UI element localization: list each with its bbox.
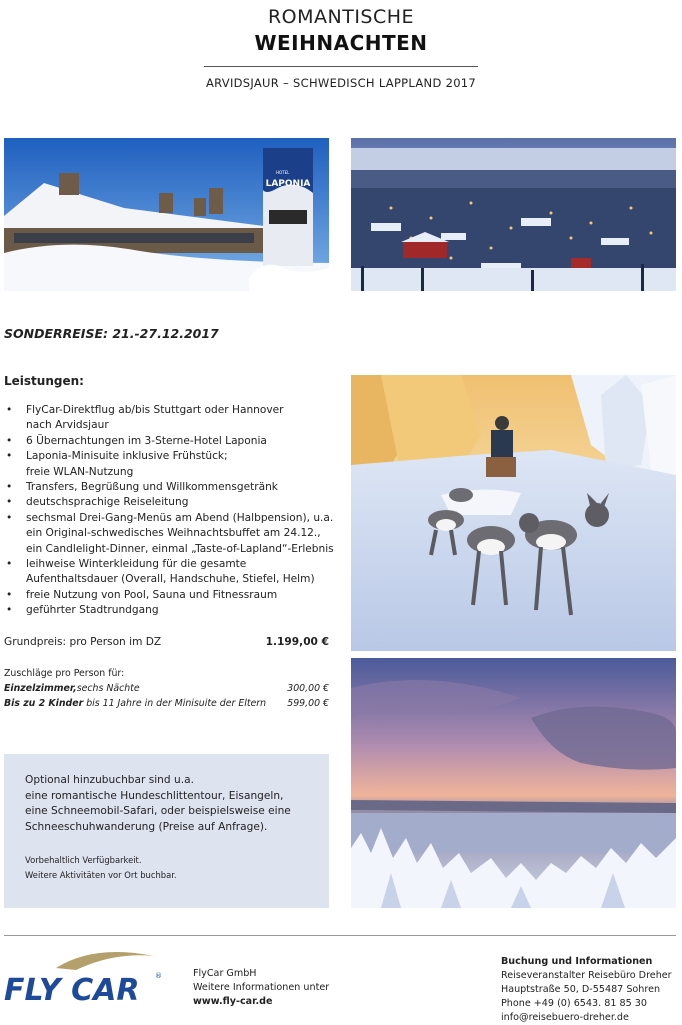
subtitle: ARVIDSJAUR – SCHWEDISCH LAPPLAND 2017 (205, 76, 477, 90)
contact-phone: Phone +49 (0) 6543. 81 85 30 (501, 998, 647, 1009)
service-item-text: freie WLAN-Nutzung (26, 465, 134, 478)
surcharge-label: Bis zu 2 Kinder (4, 698, 84, 709)
optional-note: Vorbehaltlich Verfügbarkeit. (25, 855, 142, 865)
service-item (4, 403, 339, 434)
service-item-text: sechsmal Drei-Gang-Menüs am Abend (Halbpension), u.a. (26, 511, 334, 524)
optional-line: eine Schneemobil-Safari, oder beispielsweise eine (25, 805, 291, 817)
website-link[interactable]: www.fly-car.de (193, 996, 273, 1007)
company-info (193, 967, 329, 1009)
contact-block (501, 955, 672, 1025)
optional-line: Optional hinzubuchbar sind u.a. (25, 774, 194, 786)
optional-text (25, 773, 315, 835)
bullet-icon: • (6, 511, 13, 524)
service-item-text: Transfers, Begrüßung und Willkommensgetränk (26, 481, 278, 494)
special-trip-date: SONDERREISE: 21.-27.12.2017 (4, 326, 219, 341)
surcharge-detail: sechs Nächte (76, 683, 140, 694)
service-item (4, 449, 339, 480)
service-item-text: ein Original-schwedisches Weihnachtsbuffet am 24.12., (26, 527, 321, 540)
services-list (4, 403, 339, 619)
service-item-text: nach Arvidsjaur (26, 419, 109, 432)
flycar-logo (4, 948, 166, 1006)
title-line-2: WEIHNACHTEN (254, 31, 428, 55)
logo-swoosh-icon (56, 952, 154, 970)
bullet-icon: • (6, 496, 13, 509)
bullet-icon: • (6, 404, 13, 416)
base-price: 1.199,00 € (265, 636, 329, 648)
surcharge-price: 300,00 € (287, 683, 329, 694)
hotel-sign-small-text: HOTEL (276, 170, 290, 175)
optional-notes (25, 853, 315, 883)
service-item-text: FlyCar-Direktflug ab/bis Stuttgart oder Hannover (26, 404, 284, 416)
bullet-icon: • (6, 434, 13, 447)
optional-note: Weitere Aktivitäten vor Ort buchbar. (25, 870, 177, 880)
service-item (4, 480, 339, 495)
surcharge-price: 599,00 € (287, 698, 329, 709)
service-item-text: freie Nutzung von Pool, Sauna und Fitnessraum (26, 588, 278, 601)
husky-sled-photo (351, 375, 676, 651)
bullet-icon: • (6, 588, 13, 601)
contact-heading: Buchung und Informationen (501, 956, 653, 967)
logo-registered-mark: ® (155, 972, 162, 980)
bullet-icon: • (6, 450, 13, 463)
hotel-photo (4, 138, 329, 291)
optional-line: eine romantische Hundeschlittentour, Eisangeln, (25, 789, 284, 802)
service-item-text: Laponia-Minisuite inklusive Frühstück; (26, 450, 228, 463)
service-item-text: 6 Übernachtungen im 3-Sterne-Hotel Laponia (26, 434, 267, 447)
bullet-icon: • (6, 604, 13, 617)
base-price-label: Grundpreis: pro Person im DZ (4, 636, 162, 648)
footer-divider (4, 935, 676, 936)
service-item-text: Aufenthaltsdauer (Overall, Handschuhe, Stiefel, Helm) (26, 573, 315, 586)
service-item (4, 495, 339, 510)
service-item-text: ein Candlelight-Dinner, einmal „Taste-of-Lapland“-Erlebnis (26, 542, 334, 555)
bullet-icon: • (6, 481, 13, 494)
logo-text: FLY CAR (4, 973, 140, 1006)
optional-line: Schneeschuhwanderung (Preise auf Anfrage). (25, 820, 268, 833)
contact-email[interactable]: info@reisebuero-dreher.de (501, 1012, 629, 1023)
info-line: Weitere Informationen unter (193, 982, 330, 993)
contact-line: Hauptstraße 50, D-55487 Sohren (501, 984, 661, 995)
sunset-landscape-photo (351, 658, 676, 908)
surcharge-detail: bis 11 Jahre in der Minisuite der Eltern (83, 698, 267, 709)
service-item-text: leihweise Winterkleidung für die gesamte (26, 558, 247, 571)
service-item (4, 511, 339, 557)
contact-line: Reiseveranstalter Reisebüro Dreher (501, 970, 672, 981)
surcharge-label: Einzelzimmer, (4, 683, 77, 694)
surcharge-row (4, 683, 329, 694)
surcharge-heading: Zuschläge pro Person für: (4, 668, 125, 679)
service-item-text: deutschsprachige Reiseleitung (26, 496, 189, 509)
bullet-icon: • (6, 558, 13, 571)
town-photo (351, 138, 676, 291)
hotel-sign-text: LAPONIA (265, 179, 311, 189)
title-divider (204, 66, 478, 67)
surcharge-row (4, 698, 329, 709)
company-name: FlyCar GmbH (193, 968, 257, 979)
service-item-text: geführter Stadtrundgang (26, 604, 159, 617)
service-item (4, 603, 339, 618)
title-line-1: ROMANTISCHE (267, 6, 415, 28)
service-item (4, 588, 339, 603)
service-item (4, 434, 339, 449)
service-item (4, 557, 339, 588)
services-heading: Leistungen: (4, 374, 84, 388)
optional-activities-box (4, 754, 329, 908)
